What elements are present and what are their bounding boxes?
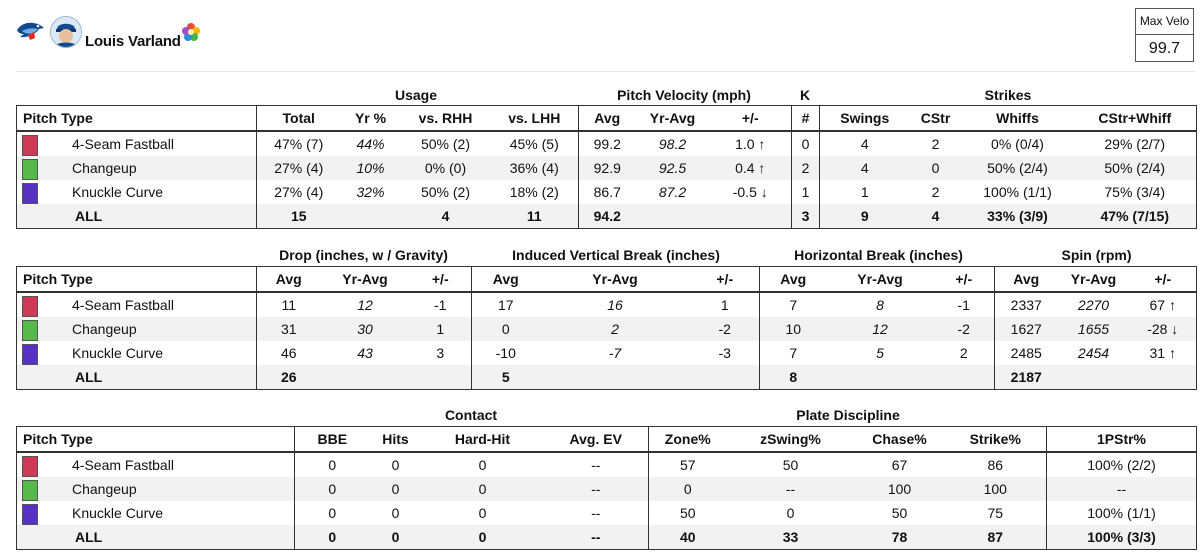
usage-cell-12: 29% (2/7) — [1074, 131, 1197, 156]
movement-cell-10: 2485 — [1010, 345, 1042, 361]
discipline-header-9: 1PStr% — [1047, 427, 1197, 453]
movement-cell-7: 7 — [789, 297, 798, 313]
usage-cell-12: 47% (7/15) — [1074, 204, 1197, 229]
usage-cell-2: 32% — [356, 184, 385, 200]
pitch-type-label: 4-Seam Fastball — [72, 136, 174, 152]
movement-cell-12 — [1130, 365, 1197, 390]
usage-cell-7: 0.4 ↑ — [710, 156, 792, 180]
movement-cell-12: 67 ↑ — [1130, 292, 1197, 317]
movement-header-4: Avg — [472, 267, 540, 293]
pitch-type-cell — [17, 341, 257, 365]
discipline-cell-3: 0 — [422, 525, 544, 550]
discipline-header-1: BBE — [295, 427, 370, 453]
discipline-cell-9: 100% (3/3) — [1047, 525, 1197, 550]
discipline-cell-6: 33 — [727, 525, 855, 550]
movement-cell-2: 12 — [357, 297, 373, 313]
usage-cell-1: 47% (7) — [274, 136, 324, 152]
movement-total-row — [17, 365, 1197, 390]
usage-cell-5: 99.2 — [593, 136, 621, 152]
discipline-cell-1: 0 — [295, 525, 370, 550]
discipline-cell-2: 0 — [391, 457, 400, 473]
usage-header-5: Avg — [579, 106, 636, 132]
discipline-cell-1: 0 — [328, 505, 337, 521]
movement-cell-1: 31 — [257, 317, 321, 341]
group-label-ivb: Induced Vertical Break (inches) — [512, 247, 720, 263]
usage-cell-4: 45% (5) — [491, 131, 579, 156]
movement-cell-6: -3 — [691, 341, 760, 365]
usage-cell-6 — [636, 204, 710, 229]
usage-row — [17, 180, 1197, 204]
usage-cell-4: 11 — [491, 204, 579, 229]
movement-cell-5 — [540, 365, 691, 390]
pitch-type-label: Changeup — [72, 321, 137, 337]
blue-jays-logo-icon — [14, 16, 46, 46]
pitch-color-swatch — [22, 183, 38, 204]
discipline-header-3: Hard-Hit — [422, 427, 544, 453]
pitch-type-label: ALL — [75, 529, 103, 545]
movement-header-2: Yr-Avg — [321, 267, 410, 293]
pitch-type-cell — [17, 292, 257, 317]
movement-cell-8: 12 — [827, 317, 934, 341]
movement-cell-5: 16 — [607, 297, 623, 313]
group-label-velocity: Pitch Velocity (mph) — [617, 87, 751, 103]
discipline-cell-8: 87 — [945, 525, 1047, 550]
movement-header-row — [17, 267, 1197, 293]
movement-header-3: +/- — [410, 267, 472, 293]
usage-header-4: vs. LHH — [491, 106, 579, 132]
movement-cell-8: 5 — [876, 345, 884, 361]
pitch-type-label: ALL — [75, 369, 103, 385]
movement-header-0: Pitch Type — [17, 267, 257, 293]
discipline-header-5: Zone% — [649, 427, 727, 453]
pitch-color-swatch — [22, 456, 38, 477]
pitch-color-swatch — [22, 296, 38, 317]
movement-header-7: Avg — [760, 267, 827, 293]
pitch-type-label: Changeup — [72, 481, 137, 497]
discipline-cell-7: 67 — [891, 457, 908, 473]
header-divider — [16, 71, 1195, 72]
usage-cell-8: 2 — [792, 156, 820, 180]
movement-cell-5: -7 — [608, 345, 622, 361]
pitch-type-cell — [17, 365, 257, 390]
usage-cell-2 — [341, 204, 401, 229]
usage-cell-11: 50% (2/4) — [962, 156, 1074, 180]
discipline-cell-8: 100 — [945, 477, 1047, 501]
movement-header-9: +/- — [934, 267, 995, 293]
usage-cell-11: 100% (1/1) — [983, 184, 1052, 200]
pitch-type-cell — [17, 180, 257, 204]
usage-cell-6: 87.2 — [658, 184, 687, 200]
usage-header-12: CStr+Whiff — [1074, 106, 1197, 132]
movement-cell-8 — [827, 365, 934, 390]
movement-cell-4: 17 — [497, 297, 514, 313]
discipline-cell-6: 0 — [786, 505, 795, 521]
pitch-type-cell — [17, 501, 295, 525]
usage-row — [17, 156, 1197, 180]
pitch-type-cell — [17, 525, 295, 550]
pitch-type-label: Knuckle Curve — [72, 505, 164, 521]
movement-cell-3 — [410, 365, 472, 390]
movement-cell-2: 43 — [357, 345, 373, 361]
movement-header-10: Avg — [995, 267, 1058, 293]
pitch-color-swatch — [22, 159, 38, 180]
max-velo-label: Max Velo — [1136, 9, 1193, 35]
player-name: Louis Varland — [85, 33, 181, 50]
usage-cell-5: 94.2 — [579, 204, 636, 229]
pitch-type-label: 4-Seam Fastball — [72, 457, 174, 473]
pitch-color-swatch — [22, 135, 38, 156]
pitch-type-cell — [17, 452, 295, 477]
movement-cell-7: 8 — [760, 365, 827, 390]
movement-cell-4: -10 — [495, 345, 516, 361]
movement-header-8: Yr-Avg — [827, 267, 934, 293]
movement-row — [17, 317, 1197, 341]
discipline-cell-8: 75 — [945, 501, 1047, 525]
movement-header-5: Yr-Avg — [540, 267, 691, 293]
pitch-color-swatch — [22, 320, 38, 341]
movement-cell-9 — [934, 365, 995, 390]
usage-header-3: vs. RHH — [401, 106, 491, 132]
usage-cell-6: 98.2 — [658, 136, 687, 152]
usage-cell-6: 92.5 — [636, 156, 710, 180]
usage-cell-3: 50% (2) — [420, 136, 471, 152]
pitch-type-cell — [17, 156, 257, 180]
flower-badge-icon — [181, 22, 201, 42]
movement-cell-10: 1627 — [995, 317, 1058, 341]
usage-body — [17, 131, 1197, 229]
group-label-strikes: Strikes — [984, 87, 1032, 103]
discipline-cell-3: 0 — [422, 477, 544, 501]
movement-cell-3: 1 — [410, 317, 472, 341]
discipline-header-row — [17, 427, 1197, 453]
usage-cell-9: 4 — [860, 136, 869, 152]
movement-cell-10: 2337 — [1010, 297, 1042, 313]
pitch-type-label: Changeup — [72, 160, 137, 176]
usage-header-6: Yr-Avg — [636, 106, 710, 132]
movement-cell-11: 2454 — [1077, 345, 1110, 361]
discipline-header-6: zSwing% — [727, 427, 855, 453]
discipline-header-0: Pitch Type — [17, 427, 295, 453]
discipline-header-8: Strike% — [945, 427, 1047, 453]
discipline-row — [17, 501, 1197, 525]
usage-cell-9: 9 — [820, 204, 910, 229]
usage-cell-9: 4 — [820, 156, 910, 180]
movement-cell-12: 31 ↑ — [1130, 341, 1197, 365]
movement-cell-3: -1 — [410, 292, 472, 317]
discipline-cell-7: 78 — [855, 525, 945, 550]
usage-cell-1: 27% (4) — [257, 156, 341, 180]
usage-cell-8: 3 — [792, 204, 820, 229]
movement-header-11: Yr-Avg — [1058, 267, 1130, 293]
discipline-cell-5: 57 — [679, 457, 696, 473]
usage-header-10: CStr — [910, 106, 962, 132]
pitch-type-cell — [17, 131, 257, 156]
usage-header-0: Pitch Type — [17, 106, 257, 132]
group-label-hb: Horizontal Break (inches) — [794, 247, 963, 263]
usage-header-2: Yr % — [341, 106, 401, 132]
movement-cell-1: 11 — [281, 297, 297, 313]
movement-cell-2 — [321, 365, 410, 390]
pitch-type-label: ALL — [75, 208, 103, 224]
group-label-plate: Plate Discipline — [796, 407, 900, 423]
discipline-cell-5: 0 — [649, 477, 727, 501]
usage-cell-5: 86.7 — [593, 184, 621, 200]
usage-table — [16, 105, 1197, 229]
movement-cell-4: 5 — [472, 365, 540, 390]
group-label-spin: Spin (rpm) — [1061, 247, 1132, 263]
usage-header-8: # — [792, 106, 820, 132]
discipline-cell-5: 40 — [649, 525, 727, 550]
discipline-cell-2: 0 — [391, 505, 400, 521]
usage-cell-11: 0% (0/4) — [991, 136, 1044, 152]
movement-row — [17, 292, 1197, 317]
usage-cell-3: 50% (2) — [420, 184, 471, 200]
usage-cell-2: 44% — [356, 136, 385, 152]
usage-cell-1: 27% (4) — [274, 184, 324, 200]
movement-cell-1: 26 — [257, 365, 321, 390]
usage-header-9: Swings — [820, 106, 910, 132]
discipline-cell-1: 0 — [295, 477, 370, 501]
movement-body — [17, 292, 1197, 390]
usage-cell-4: 36% (4) — [491, 156, 579, 180]
usage-header-1: Total — [257, 106, 341, 132]
movement-cell-4: 0 — [472, 317, 540, 341]
discipline-cell-9: -- — [1047, 477, 1197, 501]
pitch-color-swatch — [22, 480, 38, 501]
usage-cell-10: 4 — [910, 204, 962, 229]
usage-cell-7: 1.0 ↑ — [710, 131, 792, 156]
movement-cell-10: 2187 — [995, 365, 1058, 390]
pitch-type-cell — [17, 317, 257, 341]
usage-row — [17, 131, 1197, 156]
usage-cell-7: -0.5 ↓ — [710, 180, 792, 204]
usage-cell-7 — [710, 204, 792, 229]
movement-header-1: Avg — [257, 267, 321, 293]
group-label-contact: Contact — [444, 407, 498, 423]
usage-header-7: +/- — [710, 106, 792, 132]
player-header — [0, 0, 1200, 70]
movement-cell-3: 3 — [410, 341, 472, 365]
movement-cell-2: 30 — [321, 317, 410, 341]
usage-cell-12: 75% (3/4) — [1074, 180, 1197, 204]
discipline-cell-1: 0 — [328, 457, 337, 473]
discipline-cell-4: -- — [544, 501, 649, 525]
usage-cell-3: 4 — [401, 204, 491, 229]
movement-cell-9: 2 — [934, 341, 995, 365]
usage-cell-3: 0% (0) — [401, 156, 491, 180]
usage-cell-10: 2 — [931, 184, 940, 200]
usage-header-11: Whiffs — [962, 106, 1074, 132]
movement-cell-12: -28 ↓ — [1130, 317, 1197, 341]
movement-cell-9: -1 — [934, 292, 995, 317]
usage-header-row — [17, 106, 1197, 132]
pitch-color-swatch — [22, 504, 38, 525]
pitch-type-label: 4-Seam Fastball — [72, 297, 174, 313]
discipline-cell-5: 50 — [679, 505, 696, 521]
discipline-cell-7: 50 — [891, 505, 908, 521]
movement-cell-5: 2 — [540, 317, 691, 341]
max-velo-value: 99.7 — [1148, 40, 1181, 57]
discipline-row — [17, 477, 1197, 501]
discipline-row — [17, 452, 1197, 477]
discipline-body — [17, 452, 1197, 550]
discipline-header-7: Chase% — [855, 427, 945, 453]
movement-cell-8: 8 — [876, 297, 884, 313]
discipline-cell-3: 0 — [478, 457, 487, 473]
usage-total-row — [17, 204, 1197, 229]
discipline-cell-4: -- — [544, 525, 649, 550]
pitch-type-cell — [17, 204, 257, 229]
discipline-cell-3: 0 — [478, 505, 487, 521]
movement-cell-11 — [1058, 365, 1130, 390]
group-label-drop: Drop (inches, w / Gravity) — [279, 247, 448, 263]
pitch-type-cell — [17, 477, 295, 501]
movement-cell-1: 46 — [280, 345, 297, 361]
discipline-cell-9: 100% (2/2) — [1047, 452, 1197, 477]
usage-cell-12: 50% (2/4) — [1074, 156, 1197, 180]
movement-cell-9: -2 — [934, 317, 995, 341]
player-avatar — [50, 16, 82, 48]
movement-cell-6: -2 — [691, 317, 760, 341]
movement-row — [17, 341, 1197, 365]
discipline-header-2: Hits — [370, 427, 422, 453]
usage-cell-2: 10% — [341, 156, 401, 180]
movement-cell-7: 10 — [760, 317, 827, 341]
discipline-cell-9: 100% (1/1) — [1047, 501, 1197, 525]
discipline-total-row — [17, 525, 1197, 550]
discipline-cell-2: 0 — [370, 477, 422, 501]
usage-cell-4: 18% (2) — [491, 180, 579, 204]
discipline-cell-2: 0 — [370, 525, 422, 550]
usage-cell-1: 15 — [257, 204, 341, 229]
discipline-cell-8: 86 — [945, 452, 1047, 477]
movement-table — [16, 266, 1197, 390]
usage-cell-10: 2 — [931, 136, 940, 152]
discipline-cell-4: -- — [544, 477, 649, 501]
movement-header-12: +/- — [1130, 267, 1197, 293]
pitch-color-swatch — [22, 344, 38, 365]
max-velo-box — [1135, 8, 1194, 62]
usage-cell-9: 1 — [860, 184, 869, 200]
discipline-cell-6: 50 — [782, 457, 799, 473]
movement-header-6: +/- — [691, 267, 760, 293]
movement-cell-6: 1 — [691, 292, 760, 317]
discipline-cell-7: 100 — [855, 477, 945, 501]
usage-cell-10: 0 — [910, 156, 962, 180]
discipline-table — [16, 426, 1197, 550]
usage-cell-8: 0 — [792, 131, 820, 156]
usage-cell-8: 1 — [792, 180, 820, 204]
pitch-type-label: Knuckle Curve — [72, 345, 164, 361]
pitch-type-label: Knuckle Curve — [72, 184, 164, 200]
movement-cell-6 — [691, 365, 760, 390]
movement-cell-7: 7 — [789, 345, 798, 361]
movement-cell-11: 2270 — [1077, 297, 1110, 313]
group-label-usage: Usage — [394, 87, 438, 103]
movement-cell-11: 1655 — [1058, 317, 1130, 341]
discipline-header-4: Avg. EV — [544, 427, 649, 453]
usage-cell-11: 33% (3/9) — [962, 204, 1074, 229]
usage-cell-5: 92.9 — [579, 156, 636, 180]
group-label-k: K — [799, 87, 811, 103]
discipline-cell-6: -- — [727, 477, 855, 501]
discipline-cell-4: -- — [544, 452, 649, 477]
